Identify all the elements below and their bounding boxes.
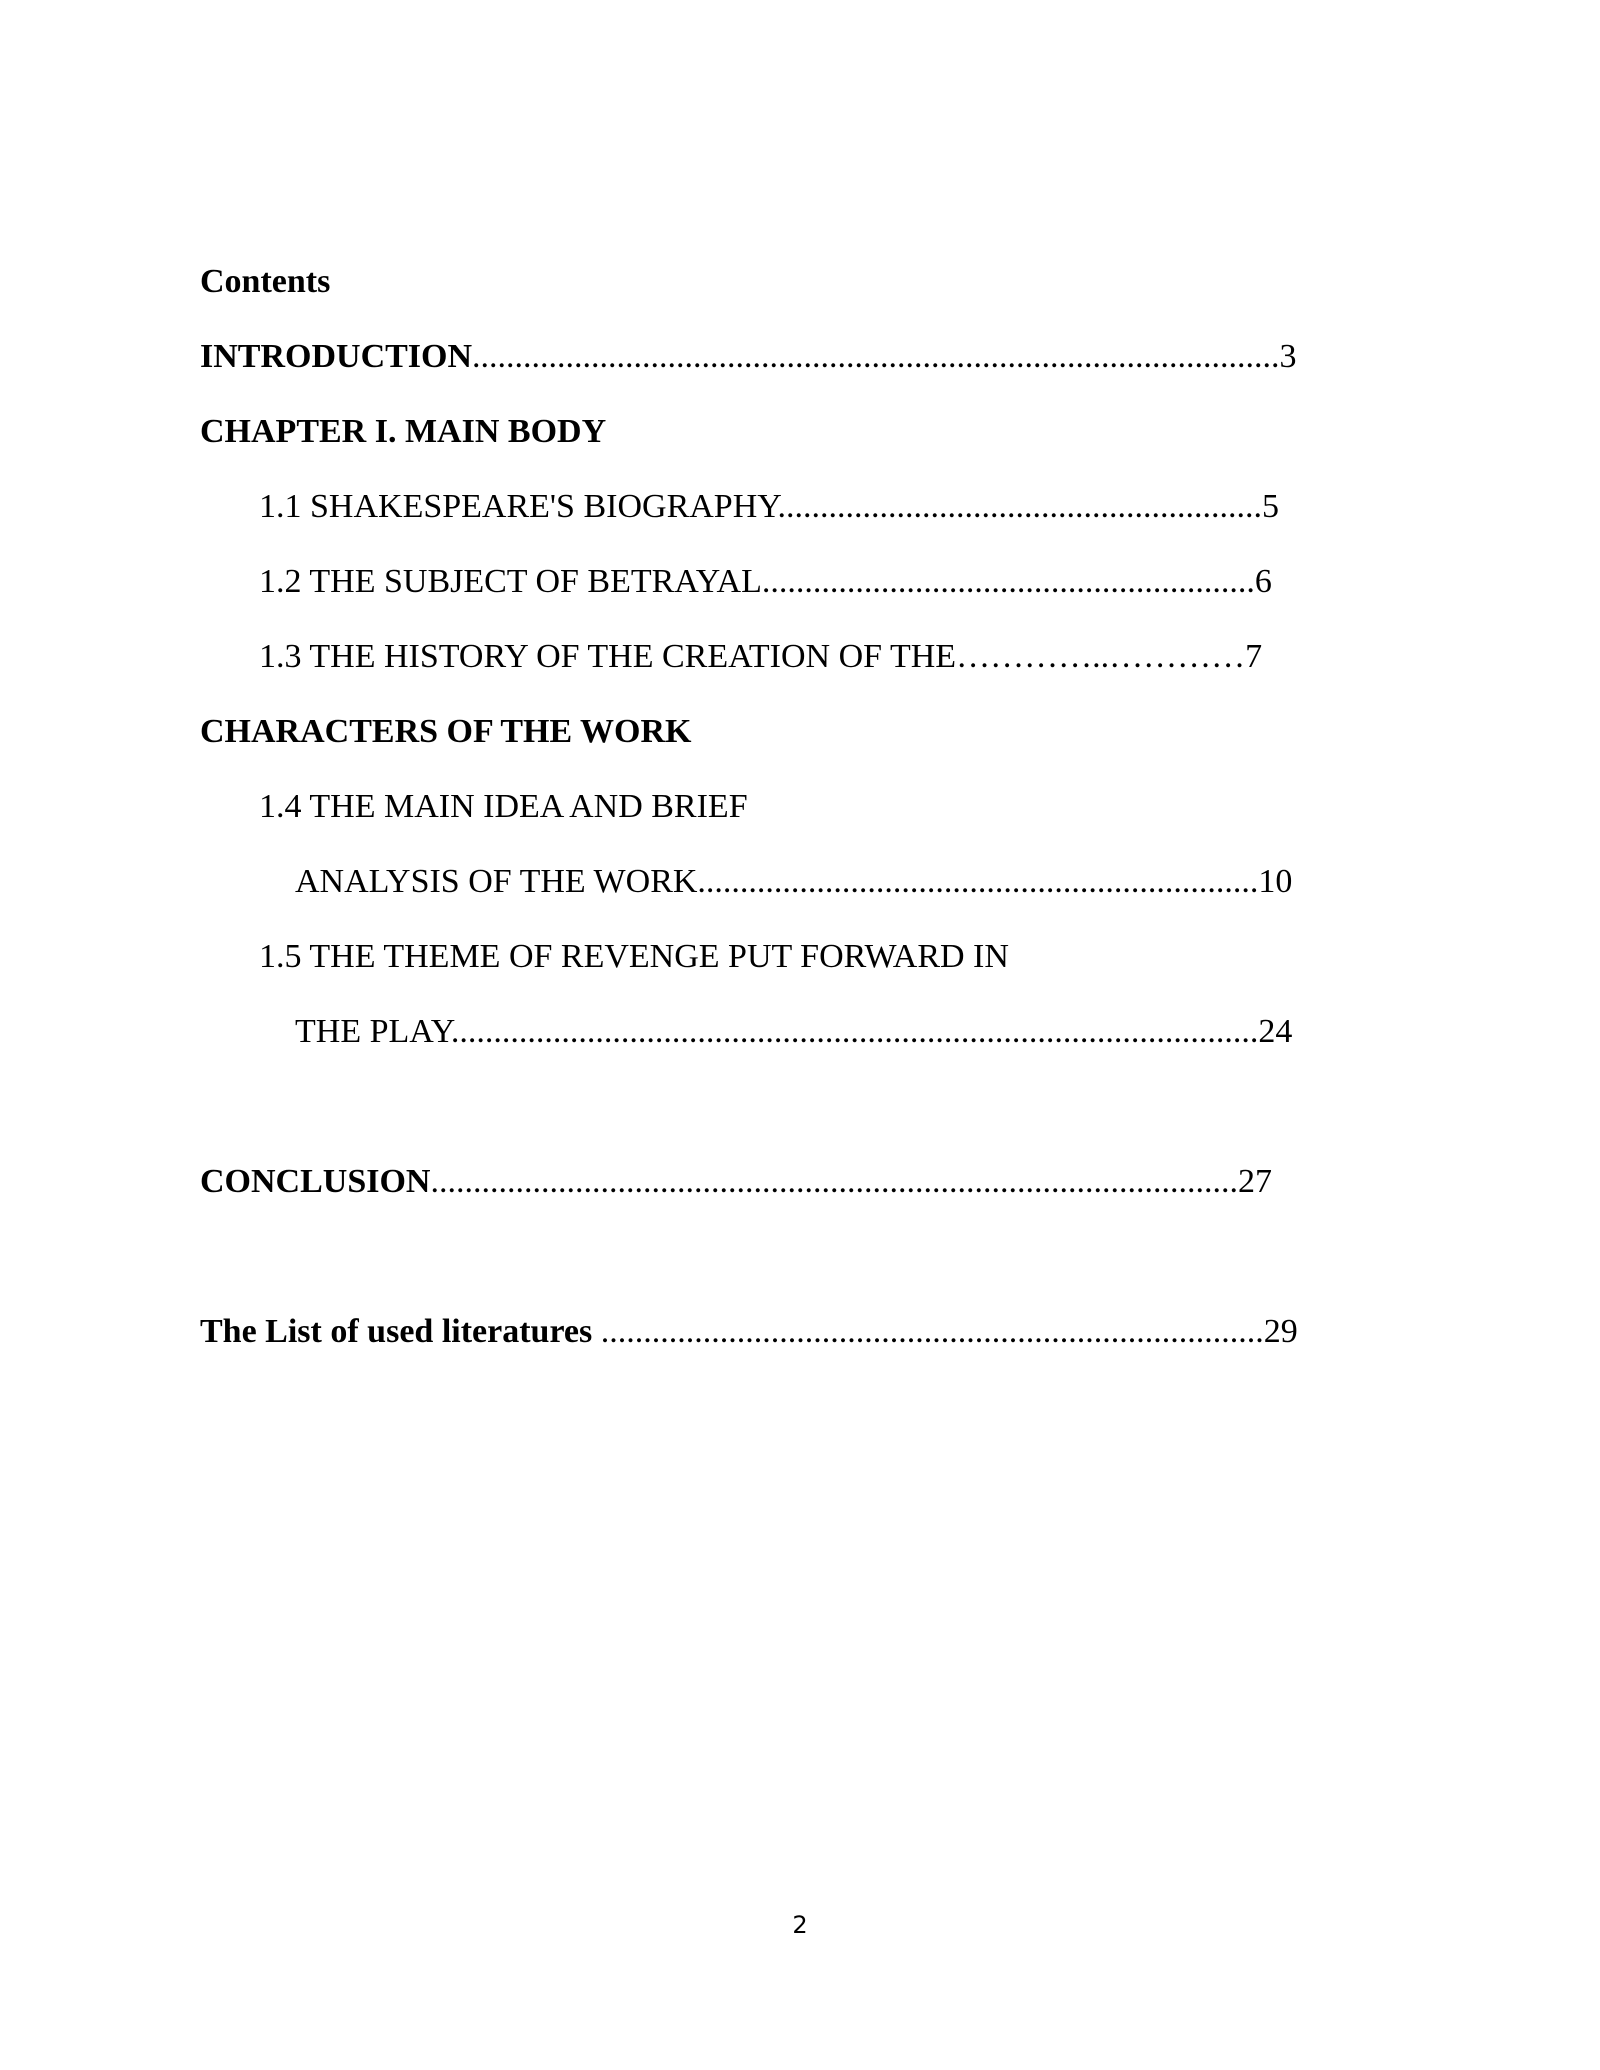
toc-entry-1-3 [259,637,1262,677]
toc-page-number: 29 [1263,1313,1298,1350]
toc-entry-text: CHARACTERS OF THE WORK [200,713,692,750]
toc-entry-literature [200,1312,1298,1352]
toc-entry-characters [200,712,692,752]
toc-entry-1-1 [259,487,1279,527]
toc-entry-1-4 [259,787,748,827]
contents-title: Contents [200,263,331,300]
toc-entry-text: 1.2 THE SUBJECT OF BETRAYAL [259,563,762,600]
page-number: 2 [792,1911,808,1939]
toc-entry-text: The List of used literatures [200,1313,593,1350]
toc-entry-1-5-continued [295,1012,1292,1052]
toc-entry-text: INTRODUCTION [200,338,473,375]
toc-leader: ............................................................................................... [430,1163,1238,1200]
toc-leader: .................................................................. [697,863,1259,900]
toc-entry-text: THE PLAY [295,1013,451,1050]
toc-entry-1-5 [259,937,1009,977]
toc-leader: .............................................................................. [592,1313,1264,1350]
toc-entry-text: 1.1 SHAKESPEARE'S BIOGRAPHY [259,488,778,525]
toc-entry-1-4-continued [295,862,1292,902]
toc-entry-text: CHAPTER I. MAIN BODY [200,413,607,450]
toc-page-number: 5 [1261,488,1279,525]
toc-page-number: 3 [1279,338,1297,375]
toc-entry-text: ANALYSIS OF THE WORK [295,863,698,900]
toc-leader: …………..………… [956,638,1246,675]
toc-entry-1-2 [259,562,1272,602]
toc-leader: ............................................................................................... [450,1013,1259,1050]
toc-entry-text: 1.4 THE MAIN IDEA AND BRIEF [259,788,748,825]
toc-leader: ......................................................... [777,488,1262,525]
toc-entry-text: 1.5 THE THEME OF REVENGE PUT FORWARD IN [259,938,1009,975]
toc-leader: ............................................................................................... [472,338,1280,375]
toc-page-number: 7 [1245,638,1263,675]
toc-entry-introduction [200,337,1297,377]
toc-entry-chapter-1 [200,412,606,452]
toc-page-number: 27 [1237,1163,1272,1200]
toc-entry-text: CONCLUSION [200,1163,431,1200]
toc-page-number: 10 [1258,863,1293,900]
toc-leader: .......................................................... [761,563,1255,600]
toc-entry-conclusion [200,1162,1272,1202]
toc-entry-text: 1.3 THE HISTORY OF THE CREATION OF THE [259,638,957,675]
toc-page-number: 24 [1258,1013,1293,1050]
toc-page-number: 6 [1254,563,1272,600]
